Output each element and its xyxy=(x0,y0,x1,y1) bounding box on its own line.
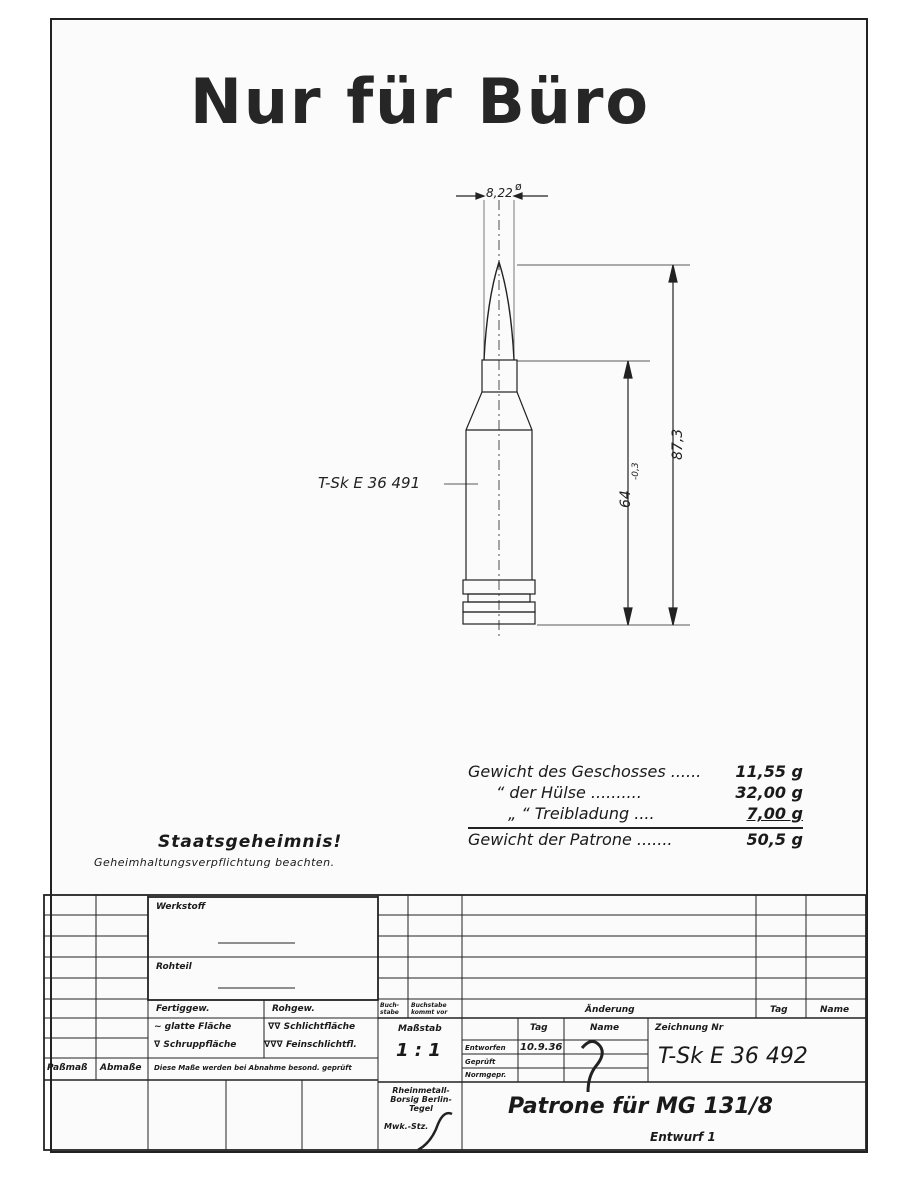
massstab-label: Maßstab xyxy=(398,1024,442,1034)
weight-value: 7,00 g xyxy=(746,804,803,823)
werkstoff-label: Werkstoff xyxy=(156,902,206,912)
secret-notice-title: Staatsgeheimnis! xyxy=(158,832,343,852)
entworfen-label: Entworfen xyxy=(465,1044,506,1052)
normgepr-label: Normgepr. xyxy=(465,1071,507,1079)
signature-scribble xyxy=(582,1041,602,1092)
name-label: Name xyxy=(820,1005,850,1015)
weight-value: 11,55 g xyxy=(735,762,803,781)
tag-label: Tag xyxy=(770,1005,788,1015)
weight-row xyxy=(468,783,803,804)
weight-label: Gewicht des Geschosses ...... xyxy=(468,762,702,781)
weight-total-value: 50,5 g xyxy=(746,830,803,849)
buchstabe-label: Buch-stabe xyxy=(380,1002,400,1016)
feinschlicht-label: ∇∇∇ Feinschlichtfl. xyxy=(264,1040,357,1050)
passmass-label: Paßmaß xyxy=(47,1063,88,1073)
diameter-symbol: ø xyxy=(515,180,522,193)
drawing-date: 10.9.36 xyxy=(520,1042,563,1053)
drawing-subtitle: Entwurf 1 xyxy=(650,1130,716,1144)
drawing-title: Patrone für MG 131/8 xyxy=(508,1094,773,1119)
tag-header: Tag xyxy=(530,1023,548,1033)
top-width-dimension: 8,22 xyxy=(486,186,513,200)
company-sub: Mwk.-Stz. xyxy=(384,1122,429,1131)
weight-total-label: Gewicht der Patrone ....... xyxy=(468,830,673,849)
abmasse-label: Abmaße xyxy=(100,1063,142,1073)
rohteil-label: Rohteil xyxy=(156,962,192,972)
drawing-number: T-Sk E 36 492 xyxy=(658,1044,808,1069)
overall-length-dimension: 87,3 xyxy=(670,428,686,460)
weights-table xyxy=(468,762,803,851)
office-stamp: Nur für Büro xyxy=(190,65,651,138)
massstab-value: 1 : 1 xyxy=(396,1040,441,1061)
inspection-note: Diese Maße werden bei Abnahme besond. geprüft xyxy=(154,1064,352,1072)
weight-label: „ “ Treibladung .... xyxy=(508,804,655,823)
case-length-tolerance: -0,3 xyxy=(631,462,641,480)
fertiggew-label: Fertiggew. xyxy=(156,1004,210,1014)
case-length-dimension: 64 xyxy=(618,490,634,508)
schrupp-label: ∇ Schruppfläche xyxy=(154,1040,237,1050)
company-name: Rheinmetall-Borsig Berlin-Tegel xyxy=(390,1086,452,1113)
aenderung-label: Änderung xyxy=(585,1005,635,1015)
weight-row xyxy=(468,762,803,783)
zeichnung-label: Zeichnung Nr xyxy=(655,1023,724,1033)
geprueft-label: Geprüft xyxy=(465,1058,496,1066)
glatte-label: ~ glatte Fläche xyxy=(154,1022,232,1032)
secret-notice-subtitle: Geheimhaltungsverpflichtung beachten. xyxy=(94,856,335,869)
buchstabe-kommt-label: Buchstabe kommt vor xyxy=(411,1002,448,1016)
weight-total-row xyxy=(468,827,803,851)
signature-scribble xyxy=(418,1113,452,1150)
part-label: T-Sk E 36 491 xyxy=(318,474,421,492)
weight-row xyxy=(468,804,803,825)
name-header: Name xyxy=(590,1023,620,1033)
weight-label: “ der Hülse .......... xyxy=(496,783,642,802)
weight-value: 32,00 g xyxy=(735,783,803,802)
schlicht-label: ∇∇ Schlichtfläche xyxy=(268,1022,356,1032)
rohgew-label: Rohgew. xyxy=(272,1004,315,1014)
